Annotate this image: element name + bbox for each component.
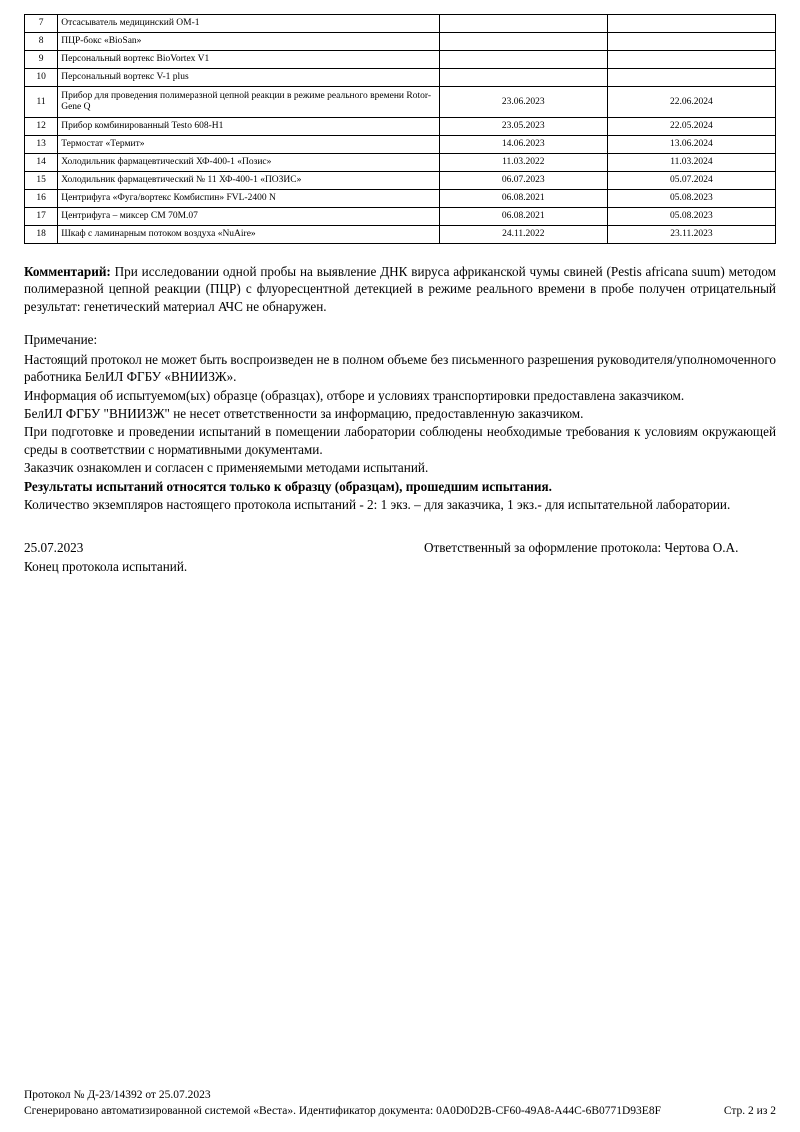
note-heading: Примечание: (24, 332, 98, 348)
row-number: 14 (25, 154, 58, 172)
row-date-expires: 23.11.2023 (607, 226, 775, 244)
equipment-table (24, 14, 776, 244)
row-date-verified (439, 15, 607, 33)
signature-responsible: Ответственный за оформление протокола: Чертова О.А. (424, 540, 739, 556)
note-copies-statement: Количество экземпляров настоящего протокола испытаний - 2: 1 экз. – для заказчика, 1 экз.- для испытательной лаборатории. (24, 497, 731, 513)
row-equipment-name: Холодильник фармацевтический ХФ-400-1 «Позис» (58, 154, 440, 172)
row-date-verified: 14.06.2023 (439, 136, 607, 154)
row-date-expires: 05.08.2023 (607, 190, 775, 208)
row-date-verified: 06.08.2021 (439, 208, 607, 226)
row-date-expires (607, 33, 775, 51)
footer-bottom-row (24, 1103, 776, 1120)
table-row (25, 190, 776, 208)
equipment-table-body (25, 15, 776, 244)
table-row (25, 136, 776, 154)
signature-row (24, 539, 776, 556)
row-date-expires (607, 69, 775, 87)
row-date-verified (439, 51, 607, 69)
note-line-2: Информация об испытуемом(ых) образце (образцах), отборе и условиях транспортировки предоставлена заказчиком. (24, 387, 685, 403)
row-number: 11 (25, 87, 58, 118)
row-equipment-name: Персональный вортекс V-1 plus (58, 69, 440, 87)
footer-generated-info: Сгенерировано автоматизированной системой «Веста». Идентификатор документа: 0A0D0D2B-CF60-49A8-A44C-6B0771D93E8F (24, 1105, 661, 1118)
row-date-verified (439, 69, 607, 87)
table-row (25, 208, 776, 226)
row-date-expires: 13.06.2024 (607, 136, 775, 154)
row-date-expires: 05.08.2023 (607, 208, 775, 226)
end-of-protocol: Конец протокола испытаний. (24, 558, 188, 574)
row-number: 12 (25, 118, 58, 136)
comment-block (24, 263, 776, 315)
row-equipment-name: Центрифуга – миксер СМ 70М.07 (58, 208, 440, 226)
table-row (25, 87, 776, 118)
row-equipment-name: Персональный вортекс BioVortex V1 (58, 51, 440, 69)
row-date-verified (439, 33, 607, 51)
table-row (25, 118, 776, 136)
table-row (25, 33, 776, 51)
row-equipment-name: Отсасыватель медицинский ОМ-1 (58, 15, 440, 33)
table-row (25, 172, 776, 190)
note-line-1: Настоящий протокол не может быть воспроизведен не в полном объеме без письменного разрешения руководителя/уполномоченного работника БелИЛ ФГБУ «ВНИИЗЖ». (24, 351, 776, 385)
row-date-verified: 24.11.2022 (439, 226, 607, 244)
row-date-expires (607, 51, 775, 69)
table-row (25, 154, 776, 172)
row-date-verified: 23.06.2023 (439, 87, 607, 118)
row-date-verified: 23.05.2023 (439, 118, 607, 136)
row-number: 10 (25, 69, 58, 87)
row-date-expires: 05.07.2024 (607, 172, 775, 190)
row-equipment-name: Холодильник фармацевтический № 11 ХФ-400-1 «ПОЗИС» (58, 172, 440, 190)
table-row (25, 226, 776, 244)
note-results-statement: Результаты испытаний относятся только к образцу (образцам), прошедшим испытания. (24, 478, 552, 494)
row-number: 15 (25, 172, 58, 190)
table-row (25, 69, 776, 87)
row-equipment-name: ПЦР-бокс «BioSan» (58, 33, 440, 51)
row-number: 9 (25, 51, 58, 69)
note-line-3: БелИЛ ФГБУ "ВНИИЗЖ" не несет ответственности за информацию, предоставленную заказчиком. (24, 405, 584, 421)
row-date-verified: 06.08.2021 (439, 190, 607, 208)
row-number: 7 (25, 15, 58, 33)
row-date-expires (607, 15, 775, 33)
row-number: 18 (25, 226, 58, 244)
row-date-verified: 06.07.2023 (439, 172, 607, 190)
comment-text: При исследовании одной пробы на выявление ДНК вируса африканской чумы свиней (Pestis africana suum) методом полимеразной цепной реакции (ПЦР) с флуоресцентной детекцией в режиме реального времени в пробе получен отрицательный результат: генетический материал АЧС не обнаружен. (24, 264, 776, 314)
row-equipment-name: Шкаф с ламинарным потоком воздуха «NuAire» (58, 226, 440, 244)
note-line-5: Заказчик ознакомлен и согласен с применяемыми методами испытаний. (24, 460, 429, 476)
row-equipment-name: Прибор комбинированный Testo 608-H1 (58, 118, 440, 136)
row-number: 13 (25, 136, 58, 154)
note-line-4: При подготовке и проведении испытаний в помещении лаборатории соблюдены необходимые требования к условиям окружающей среды в соответствии с нормативными документами. (24, 424, 776, 457)
row-date-expires: 22.06.2024 (607, 87, 775, 118)
signature-date: 25.07.2023 (24, 540, 84, 556)
row-number: 16 (25, 190, 58, 208)
table-row (25, 51, 776, 69)
row-equipment-name: Центрифуга «Фуга/вортекс Комбиспин» FVL-2400 N (58, 190, 440, 208)
comment-label: Комментарий: (24, 264, 111, 279)
row-date-verified: 11.03.2022 (439, 154, 607, 172)
footer-protocol-number: Протокол № Д-23/14392 от 25.07.2023 (24, 1088, 211, 1101)
row-equipment-name: Термостат «Термит» (58, 136, 440, 154)
row-date-expires: 22.05.2024 (607, 118, 775, 136)
table-row (25, 15, 776, 33)
row-equipment-name: Прибор для проведения полимеразной цепной реакции в режиме реального времени Rotor-Gene Q (58, 87, 440, 118)
page-footer (24, 1087, 776, 1120)
row-number: 8 (25, 33, 58, 51)
row-date-expires: 11.03.2024 (607, 154, 775, 172)
row-number: 17 (25, 208, 58, 226)
footer-page-number: Стр. 2 из 2 (723, 1105, 776, 1118)
